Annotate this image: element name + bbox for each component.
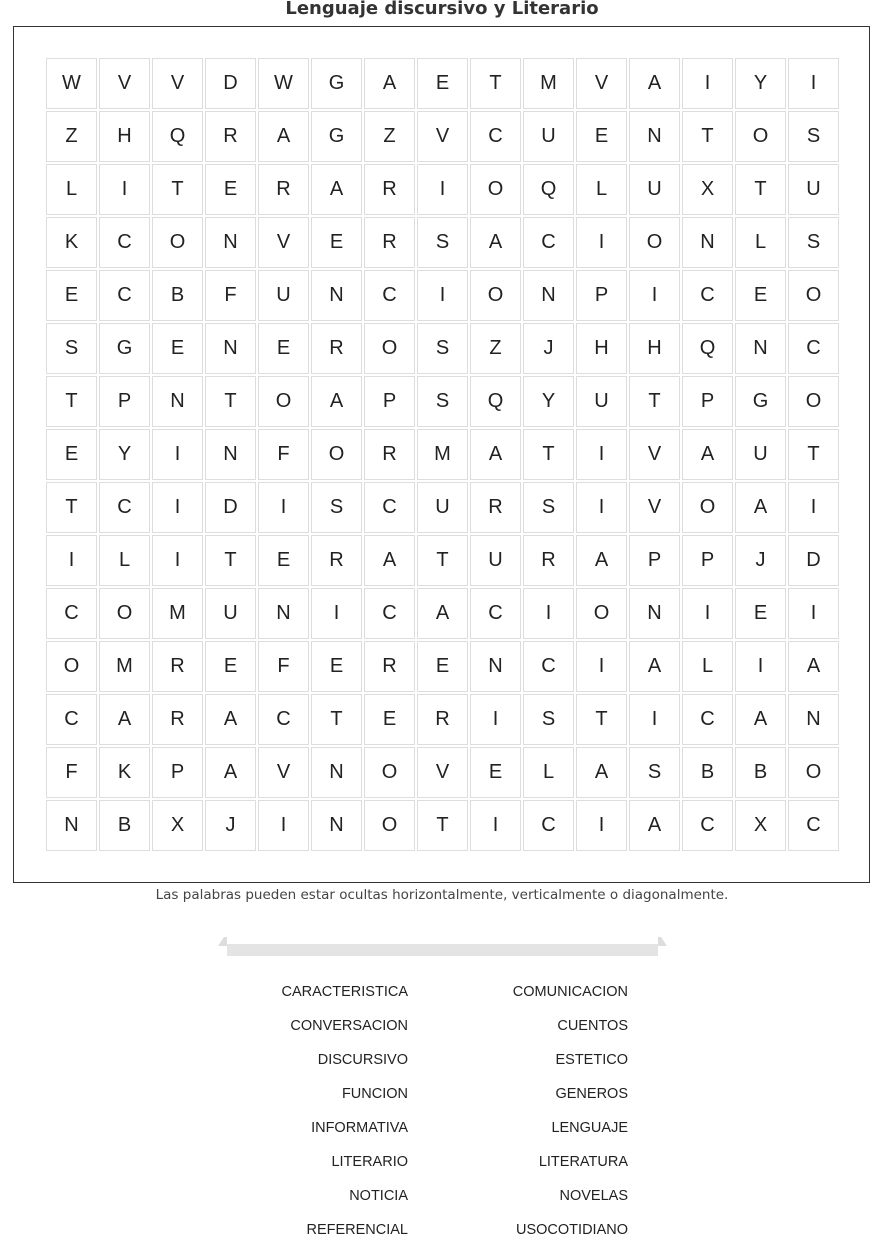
grid-cell[interactable]: E [417,58,468,109]
grid-cell[interactable]: D [205,482,256,533]
grid-cell[interactable]: N [205,217,256,268]
grid-cell[interactable]: Y [99,429,150,480]
grid-cell[interactable]: A [99,694,150,745]
grid-cell[interactable]: N [629,588,680,639]
grid-cell[interactable]: Y [523,376,574,427]
grid-cell[interactable]: B [682,747,733,798]
grid-cell[interactable]: I [311,588,362,639]
grid-cell[interactable]: P [364,376,415,427]
grid-cell[interactable]: O [682,482,733,533]
grid-cell[interactable]: V [258,747,309,798]
grid-cell[interactable]: O [152,217,203,268]
instructions-text: Las palabras pueden estar ocultas horizontalmente, verticalmente o diagonalmente. [155,887,729,903]
grid-cell[interactable]: I [523,588,574,639]
word-list-right [228,980,628,1252]
grid-cell[interactable]: A [205,747,256,798]
grid-cell[interactable]: T [788,429,839,480]
grid-cell[interactable]: P [152,747,203,798]
grid-cell[interactable]: I [417,270,468,321]
grid-cell[interactable]: N [311,800,362,851]
grid-cell[interactable]: O [364,323,415,374]
grid-cell[interactable]: Q [152,111,203,162]
grid-cell[interactable]: I [576,641,627,692]
grid-cell[interactable]: E [576,111,627,162]
grid-cell[interactable]: C [99,482,150,533]
grid-cell[interactable]: S [417,217,468,268]
grid-cell[interactable]: T [682,111,733,162]
grid-cell[interactable]: N [470,641,521,692]
grid-cell[interactable]: O [735,111,786,162]
grid-cell[interactable]: Y [735,58,786,109]
grid-cell[interactable]: T [629,376,680,427]
word-list-item: CONVERSACION [290,1018,408,1034]
word-list-item: REFERENCIAL [306,1222,408,1238]
grid-cell[interactable]: C [788,800,839,851]
grid-cell[interactable]: R [523,535,574,586]
grid-cell[interactable]: U [523,111,574,162]
grid-cell[interactable]: B [152,270,203,321]
grid-cell[interactable]: A [311,164,362,215]
grid-cell[interactable]: I [417,164,468,215]
grid-cell[interactable]: U [576,376,627,427]
grid-cell[interactable]: N [735,323,786,374]
grid-cell[interactable]: V [152,58,203,109]
word-search-board [13,26,870,883]
grid-cell[interactable]: F [258,641,309,692]
grid-cell[interactable]: I [470,694,521,745]
grid-cell[interactable]: E [364,694,415,745]
grid-cell[interactable]: O [470,164,521,215]
grid-cell[interactable]: E [311,217,362,268]
grid-cell[interactable]: A [576,535,627,586]
grid-cell[interactable]: L [576,164,627,215]
grid-cell[interactable]: T [576,694,627,745]
grid-cell[interactable]: E [311,641,362,692]
letter-grid[interactable] [46,58,839,851]
grid-cell[interactable]: L [99,535,150,586]
grid-cell[interactable]: S [788,111,839,162]
grid-cell[interactable]: O [311,429,362,480]
grid-cell[interactable]: A [364,535,415,586]
divider-left-tab [218,937,227,946]
grid-cell[interactable]: I [152,482,203,533]
grid-cell[interactable]: G [311,58,362,109]
grid-cell[interactable]: T [152,164,203,215]
grid-cell[interactable]: A [735,482,786,533]
grid-cell[interactable]: U [735,429,786,480]
grid-cell[interactable]: E [258,323,309,374]
grid-cell[interactable]: P [682,376,733,427]
grid-cell[interactable]: X [682,164,733,215]
word-list-item: CUENTOS [557,1018,628,1034]
grid-cell[interactable]: N [311,747,362,798]
grid-cell[interactable]: N [258,588,309,639]
grid-cell[interactable]: R [470,482,521,533]
grid-cell[interactable]: A [629,800,680,851]
grid-cell[interactable]: U [417,482,468,533]
grid-cell[interactable]: V [258,217,309,268]
grid-cell[interactable]: S [523,482,574,533]
grid-cell[interactable]: C [99,270,150,321]
grid-cell[interactable]: B [99,800,150,851]
grid-cell[interactable]: E [205,164,256,215]
grid-cell[interactable]: C [364,482,415,533]
grid-cell[interactable]: X [735,800,786,851]
grid-cell[interactable]: L [46,164,97,215]
grid-cell[interactable]: E [258,535,309,586]
grid-cell[interactable]: I [470,800,521,851]
grid-cell[interactable]: I [576,429,627,480]
grid-cell[interactable]: I [576,482,627,533]
grid-cell[interactable]: C [682,800,733,851]
grid-cell[interactable]: H [99,111,150,162]
grid-cell[interactable]: D [205,58,256,109]
grid-cell[interactable]: U [258,270,309,321]
grid-cell[interactable]: V [417,111,468,162]
word-list-item: NOVELAS [559,1188,628,1204]
grid-cell[interactable]: I [629,694,680,745]
grid-cell[interactable]: A [682,429,733,480]
grid-cell[interactable]: O [364,747,415,798]
grid-cell[interactable]: N [629,111,680,162]
grid-cell[interactable]: R [364,641,415,692]
grid-cell[interactable]: A [788,641,839,692]
grid-cell[interactable]: W [258,58,309,109]
grid-cell[interactable]: Q [470,376,521,427]
grid-cell[interactable]: C [364,588,415,639]
grid-cell[interactable]: I [629,270,680,321]
word-list-item: USOCOTIDIANO [516,1222,628,1238]
grid-cell[interactable]: A [470,217,521,268]
grid-cell[interactable]: R [311,323,362,374]
grid-cell[interactable]: L [523,747,574,798]
grid-cell[interactable]: V [629,429,680,480]
grid-cell[interactable]: I [152,429,203,480]
grid-cell[interactable]: V [99,58,150,109]
divider-right-tab [658,937,667,946]
word-list-item: LITERARIO [331,1154,408,1170]
grid-cell[interactable]: R [152,641,203,692]
grid-cell[interactable]: U [788,164,839,215]
grid-cell[interactable]: I [576,800,627,851]
grid-cell[interactable]: L [682,641,733,692]
grid-cell[interactable]: N [523,270,574,321]
word-list-item: NOTICIA [349,1188,408,1204]
grid-cell[interactable]: T [311,694,362,745]
word-list-item: COMUNICACION [512,984,628,1000]
grid-cell[interactable]: N [682,217,733,268]
grid-cell[interactable]: C [682,270,733,321]
grid-cell[interactable]: T [205,376,256,427]
grid-cell[interactable]: P [629,535,680,586]
word-list-item: ESTETICO [555,1052,628,1068]
grid-cell[interactable]: R [152,694,203,745]
grid-cell[interactable]: H [629,323,680,374]
grid-cell[interactable]: A [311,376,362,427]
grid-cell[interactable]: S [311,482,362,533]
grid-cell[interactable]: M [99,641,150,692]
grid-cell[interactable]: I [258,800,309,851]
grid-cell[interactable]: J [523,323,574,374]
grid-cell[interactable]: S [46,323,97,374]
grid-cell[interactable]: R [364,429,415,480]
grid-cell[interactable]: Z [364,111,415,162]
grid-cell[interactable]: T [46,376,97,427]
grid-cell[interactable]: P [99,376,150,427]
grid-cell[interactable]: F [258,429,309,480]
grid-cell[interactable]: E [735,588,786,639]
grid-cell[interactable]: Q [682,323,733,374]
grid-cell[interactable]: M [523,58,574,109]
word-list-item: DISCURSIVO [317,1052,408,1068]
grid-cell[interactable]: T [205,535,256,586]
grid-cell[interactable]: C [470,588,521,639]
grid-cell[interactable]: O [629,217,680,268]
grid-cell[interactable]: N [205,429,256,480]
grid-cell[interactable]: R [205,111,256,162]
grid-cell[interactable]: I [735,641,786,692]
grid-cell[interactable]: N [46,800,97,851]
grid-cell[interactable]: A [205,694,256,745]
grid-cell[interactable]: F [205,270,256,321]
grid-cell[interactable]: C [470,111,521,162]
grid-cell[interactable]: O [788,270,839,321]
grid-cell[interactable]: R [417,694,468,745]
grid-cell[interactable]: C [523,641,574,692]
grid-cell[interactable]: S [629,747,680,798]
grid-cell[interactable]: V [629,482,680,533]
grid-cell[interactable]: O [788,376,839,427]
word-list-item: FUNCION [341,1086,408,1102]
grid-cell[interactable]: U [629,164,680,215]
grid-cell[interactable]: N [205,323,256,374]
grid-cell[interactable]: O [99,588,150,639]
word-list-item: INFORMATIVA [311,1120,408,1136]
word-list-divider [218,936,667,958]
word-list-item: CARACTERISTICA [281,984,408,1000]
word-list-item: LITERATURA [538,1154,628,1170]
grid-cell[interactable]: I [576,217,627,268]
grid-cell[interactable]: I [788,588,839,639]
grid-cell[interactable]: E [152,323,203,374]
grid-cell[interactable]: C [46,694,97,745]
grid-cell[interactable]: T [417,535,468,586]
grid-cell[interactable]: I [682,58,733,109]
grid-cell[interactable]: S [417,323,468,374]
grid-cell[interactable]: E [46,270,97,321]
grid-cell[interactable]: I [788,482,839,533]
grid-cell[interactable]: S [523,694,574,745]
grid-cell[interactable]: V [576,58,627,109]
grid-cell[interactable]: E [46,429,97,480]
grid-cell[interactable]: O [46,641,97,692]
grid-cell[interactable]: M [152,588,203,639]
grid-cell[interactable]: T [46,482,97,533]
grid-cell[interactable]: O [576,588,627,639]
puzzle-title: Lenguaje discursivo y Literario [285,0,599,19]
grid-cell[interactable]: U [470,535,521,586]
grid-cell[interactable]: S [788,217,839,268]
word-list-item: LENGUAJE [551,1120,628,1136]
grid-cell[interactable]: W [46,58,97,109]
grid-cell[interactable]: J [735,535,786,586]
grid-cell[interactable]: T [417,800,468,851]
grid-cell[interactable]: I [46,535,97,586]
grid-cell[interactable]: D [788,535,839,586]
grid-cell[interactable]: I [152,535,203,586]
grid-cell[interactable]: C [46,588,97,639]
grid-cell[interactable]: R [364,217,415,268]
grid-cell[interactable]: J [205,800,256,851]
grid-cell[interactable]: Q [523,164,574,215]
grid-cell[interactable]: N [788,694,839,745]
grid-cell[interactable]: C [788,323,839,374]
grid-cell[interactable]: O [788,747,839,798]
grid-cell[interactable]: P [576,270,627,321]
word-list-item: GENEROS [555,1086,628,1102]
grid-cell[interactable]: B [735,747,786,798]
divider-bar [227,944,658,956]
grid-cell[interactable]: O [364,800,415,851]
grid-cell[interactable]: C [258,694,309,745]
grid-cell[interactable]: P [682,535,733,586]
grid-cell[interactable]: F [46,747,97,798]
grid-cell[interactable]: G [99,323,150,374]
grid-cell[interactable]: R [258,164,309,215]
grid-cell[interactable]: G [311,111,362,162]
grid-cell[interactable]: E [417,641,468,692]
grid-cell[interactable]: O [470,270,521,321]
grid-cell[interactable]: R [311,535,362,586]
grid-cell[interactable]: U [205,588,256,639]
grid-cell[interactable]: A [258,111,309,162]
grid-cell[interactable]: A [470,429,521,480]
grid-cell[interactable]: T [523,429,574,480]
grid-cell[interactable]: I [258,482,309,533]
grid-cell[interactable]: N [311,270,362,321]
grid-cell[interactable]: E [205,641,256,692]
grid-cell[interactable]: V [417,747,468,798]
grid-cell[interactable]: A [629,641,680,692]
grid-cell[interactable]: R [364,164,415,215]
grid-cell[interactable]: H [576,323,627,374]
grid-cell[interactable]: X [152,800,203,851]
grid-cell[interactable]: C [682,694,733,745]
grid-cell[interactable]: A [364,58,415,109]
grid-cell[interactable]: O [258,376,309,427]
grid-cell[interactable]: L [735,217,786,268]
grid-cell[interactable]: C [99,217,150,268]
grid-cell[interactable]: G [735,376,786,427]
grid-cell[interactable]: M [417,429,468,480]
grid-cell[interactable]: A [735,694,786,745]
grid-cell[interactable]: E [735,270,786,321]
grid-cell[interactable]: K [99,747,150,798]
grid-cell[interactable]: I [682,588,733,639]
grid-cell[interactable]: T [470,58,521,109]
grid-cell[interactable]: C [364,270,415,321]
grid-cell[interactable]: C [523,217,574,268]
grid-cell[interactable]: I [99,164,150,215]
grid-cell[interactable]: Z [46,111,97,162]
grid-cell[interactable]: Z [470,323,521,374]
grid-cell[interactable]: N [152,376,203,427]
grid-cell[interactable]: S [417,376,468,427]
grid-cell[interactable]: T [735,164,786,215]
grid-cell[interactable]: C [523,800,574,851]
grid-cell[interactable]: A [576,747,627,798]
grid-cell[interactable]: E [470,747,521,798]
grid-cell[interactable]: I [788,58,839,109]
grid-cell[interactable]: K [46,217,97,268]
grid-cell[interactable]: A [417,588,468,639]
grid-cell[interactable]: A [629,58,680,109]
